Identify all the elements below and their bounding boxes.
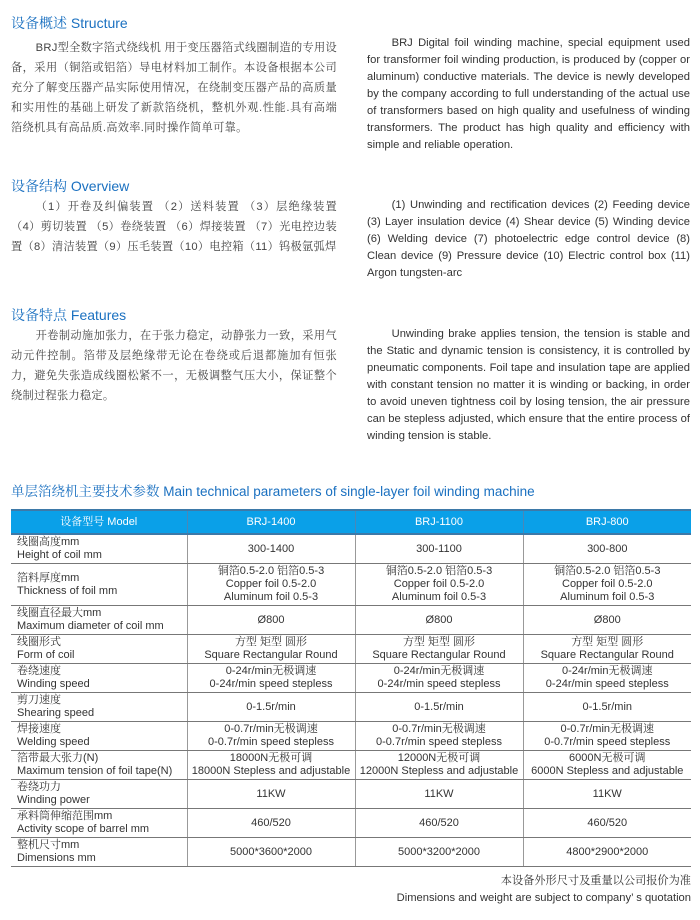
value-line: 0-24r/min无极调速 xyxy=(562,665,653,677)
value-line: Ø800 xyxy=(593,613,621,626)
row-label xyxy=(11,664,187,693)
value-line: 0-1.5r/min xyxy=(582,700,633,713)
note-en: Dimensions and weight are subject to company’ s quotation xyxy=(396,892,691,904)
row-label-en: Maximum diameter of coil mm xyxy=(17,620,164,632)
overview-text-en: (1) Unwinding and rectification devices (2) Feeding device (3) Layer insulation device (4) Shear device (5) Winding device (6) Welding device (7) photoelectric edge control device (8) Clean device (9) Pressure device (10) Electric control box (11) Argon tungsten-arc xyxy=(367,199,690,279)
features-text-en: Unwinding brake applies tension, the tension is stable and the Static and dynamic tension is consistency, it is controlled by pneumatic components. Foil tape and insulation tape are applied with constant tension no matter it is winding or backing, in order to avoid uneven tightness coil by losing tension, the air pressure can be stepless adjusted, which ensure that the entire process of winding tension is stable. xyxy=(367,328,690,442)
row-label xyxy=(11,606,187,635)
value-line: 0-0.7r/min无极调速 xyxy=(560,723,655,735)
value-line: 300-800 xyxy=(587,542,628,555)
value-line: 0-0.7r/min无极调速 xyxy=(392,723,486,735)
row-value xyxy=(187,664,355,693)
value-line: 5000*3200*2000 xyxy=(398,845,480,858)
value-line: Aluminum foil 0.5-3 xyxy=(223,591,319,603)
table-row xyxy=(11,722,691,751)
row-label xyxy=(11,564,187,606)
row-label-cn: 卷绕速度 xyxy=(17,665,61,677)
row-value xyxy=(187,534,355,564)
value-line: 12000N Stepless and adjustable xyxy=(359,765,519,777)
row-value xyxy=(355,809,523,838)
row-value xyxy=(523,809,691,838)
overview-text-cn: （1）开卷及纠偏装置 （2）送料装置 （3）层绝缘装置（4）剪切装置 （5）卷绕装置 （6）焊接装置 （7）光电控边装置（8）清洁装置（9）压毛装置（10）电控箱（11）钨极氩弧焊 xyxy=(11,201,337,253)
value-line: 0-1.5r/min xyxy=(246,700,296,713)
value-line: 0-24r/min无极调速 xyxy=(393,665,485,677)
row-value xyxy=(355,534,523,564)
row-label-en: Shearing speed xyxy=(17,707,95,719)
value-line: Copper foil 0.5-2.0 xyxy=(393,578,485,590)
row-value xyxy=(355,693,523,722)
value-line: 0-24r/min speed stepless xyxy=(209,678,333,690)
value-line: 0-24r/min无极调速 xyxy=(225,665,317,677)
row-label xyxy=(11,635,187,664)
row-value xyxy=(187,722,355,751)
row-value xyxy=(187,751,355,780)
row-label-en: Height of coil mm xyxy=(17,549,102,561)
value-line: 铜箔0.5-2.0 铝箔0.5-3 xyxy=(217,565,325,577)
section-title-features: 设备特点 Features xyxy=(11,307,127,323)
section-title-overview: 设备结构 Overview xyxy=(11,178,130,194)
section-title-structure: 设备概述 Structure xyxy=(11,15,128,31)
header-brj-800: BRJ-800 xyxy=(523,510,691,534)
row-label xyxy=(11,534,187,564)
value-line: Square Rectangular Round xyxy=(204,649,338,661)
value-line: 460/520 xyxy=(251,816,291,829)
row-label xyxy=(11,693,187,722)
value-line: 铜箔0.5-2.0 铝箔0.5-3 xyxy=(385,565,493,577)
row-label xyxy=(11,722,187,751)
value-line: 18000N无极可调 xyxy=(229,752,313,764)
value-line: 铜箔0.5-2.0 铝箔0.5-3 xyxy=(554,565,661,577)
features-text-cn: 开卷制动施加张力，在于张力稳定，动静张力一致，采用气动元件控制。箔带及层绝缘带无论在卷绕或后退都施加有恒张力，避免失张造成线圈松紧不一，无极调整气压大小，保证整个绕制过程张力稳定。 xyxy=(11,330,337,402)
value-line: Aluminum foil 0.5-3 xyxy=(391,591,487,603)
row-label xyxy=(11,838,187,867)
row-label-cn: 线圈高度mm xyxy=(17,536,80,548)
value-line: 300-1400 xyxy=(247,542,295,555)
row-value xyxy=(355,606,523,635)
row-value xyxy=(187,606,355,635)
header-brj-1100: BRJ-1100 xyxy=(355,510,523,534)
value-line: 0-1.5r/min xyxy=(414,700,464,713)
row-label-cn: 箔带最大张力(N) xyxy=(17,752,99,764)
row-value xyxy=(355,635,523,664)
value-line: 11KW xyxy=(592,787,622,800)
table-row xyxy=(11,534,691,564)
row-value xyxy=(523,693,691,722)
row-value xyxy=(355,722,523,751)
value-line: 460/520 xyxy=(587,816,628,829)
table-row xyxy=(11,780,691,809)
header-model: 设备型号 Model xyxy=(11,510,187,534)
value-line: 方型 矩型 圆形 xyxy=(234,636,308,648)
row-value xyxy=(187,564,355,606)
value-line: Ø800 xyxy=(257,613,285,626)
value-line: Ø800 xyxy=(425,613,453,626)
row-label-cn: 箔料厚度mm xyxy=(17,571,80,584)
row-label-cn: 卷绕功力 xyxy=(17,781,61,793)
row-label xyxy=(11,809,187,838)
row-value xyxy=(523,635,691,664)
row-label-en: Thickness of foil mm xyxy=(17,584,118,597)
table-row xyxy=(11,693,691,722)
value-line: 300-1100 xyxy=(416,542,462,555)
value-line: Square Rectangular Round xyxy=(540,649,674,661)
row-value xyxy=(523,838,691,867)
table-title: 单层箔绕机主要技术参数 Main technical parameters of single-layer foil winding machine xyxy=(11,484,535,499)
value-line: 0-0.7r/min speed stepless xyxy=(544,736,671,748)
row-label-cn: 承料筒伸缩范围mm xyxy=(17,810,113,822)
row-value xyxy=(187,809,355,838)
value-line: 方型 矩型 圆形 xyxy=(402,636,476,648)
row-label-en: Welding speed xyxy=(17,736,90,748)
row-label-en: Maximum tension of foil tape(N) xyxy=(17,765,173,777)
value-line: 0-0.7r/min无极调速 xyxy=(224,723,318,735)
row-label-en: Winding speed xyxy=(17,678,90,690)
notes xyxy=(11,873,691,907)
spec-table xyxy=(11,509,691,867)
row-value xyxy=(355,751,523,780)
value-line: 6000N Stepless and adjustable xyxy=(531,765,684,777)
value-line: 460/520 xyxy=(419,816,459,829)
spec-section xyxy=(11,483,691,907)
row-label-en: Activity scope of barrel mm xyxy=(17,823,150,835)
row-value xyxy=(355,838,523,867)
row-label xyxy=(11,751,187,780)
structure-text-en: BRJ Digital foil winding machine, special equipment used for transformer foil winding production, is produced by (copper or aluminum) conductive materials. The device is newly developed by the company according to full understanding of the actual use of transformers based on high quality and usefulness of winding transformers. The product has high quality and efficiency with simple and reliable operation. xyxy=(367,37,690,151)
row-value xyxy=(523,564,691,606)
table-row xyxy=(11,606,691,635)
row-value xyxy=(187,838,355,867)
row-label-en: Form of coil xyxy=(17,649,75,661)
note-cn: 本设备外形尺寸及重量以公司报价为准 xyxy=(500,875,691,887)
row-value xyxy=(523,780,691,809)
structure-text-cn: BRJ型全数字箔式绕线机 用于变压器箔式线圈制造的专用设备，采用（铜箔或铝箔）导电材料加工制作。本设备根据本公司充分了解变压器产品实际使用情况，在绕制变压器产品的高质量和实用性的基础上研发了新款箔绕机，整机外观.性能.具有高端箔绕机具有高品质.高效率.同时操作简单可靠。 xyxy=(11,42,337,134)
row-label-cn: 线圈形式 xyxy=(17,636,61,648)
value-line: Aluminum foil 0.5-3 xyxy=(560,591,655,603)
value-line: 6000N无极可调 xyxy=(569,752,646,764)
row-label xyxy=(11,780,187,809)
value-line: 方型 矩型 圆形 xyxy=(571,636,644,648)
value-line: 0-24r/min speed stepless xyxy=(377,678,501,690)
row-value xyxy=(523,534,691,564)
value-line: 12000N无极可调 xyxy=(397,752,481,764)
table-row xyxy=(11,838,691,867)
table-row xyxy=(11,809,691,838)
row-value xyxy=(187,635,355,664)
table-row xyxy=(11,664,691,693)
value-line: 0-0.7r/min speed stepless xyxy=(376,736,502,748)
value-line: 4800*2900*2000 xyxy=(566,845,649,858)
value-line: Copper foil 0.5-2.0 xyxy=(562,578,653,590)
row-value xyxy=(355,564,523,606)
row-value xyxy=(187,780,355,809)
value-line: 5000*3600*2000 xyxy=(230,845,312,858)
row-value xyxy=(523,751,691,780)
row-value xyxy=(523,722,691,751)
row-label-en: Winding power xyxy=(17,794,90,806)
row-value xyxy=(523,606,691,635)
row-label-cn: 整机尺寸mm xyxy=(17,839,80,851)
table-row xyxy=(11,635,691,664)
row-label-en: Dimensions mm xyxy=(17,852,96,864)
value-line: 0-24r/min speed stepless xyxy=(545,678,669,690)
row-label-cn: 剪刀速度 xyxy=(17,694,61,706)
value-line: 0-0.7r/min speed stepless xyxy=(208,736,334,748)
value-line: 11KW xyxy=(424,787,454,800)
header-brj-1400: BRJ-1400 xyxy=(187,510,355,534)
row-label-cn: 线圈直径最大mm xyxy=(17,607,102,619)
row-value xyxy=(523,664,691,693)
table-row xyxy=(11,751,691,780)
row-value xyxy=(355,780,523,809)
table-row xyxy=(11,564,691,606)
value-line: Square Rectangular Round xyxy=(372,649,506,661)
value-line: Copper foil 0.5-2.0 xyxy=(225,578,317,590)
row-label-cn: 焊接速度 xyxy=(17,723,61,735)
value-line: 18000N Stepless and adjustable xyxy=(191,765,351,777)
value-line: 11KW xyxy=(256,787,286,800)
row-value xyxy=(187,693,355,722)
table-header-row xyxy=(11,510,691,534)
row-value xyxy=(355,664,523,693)
